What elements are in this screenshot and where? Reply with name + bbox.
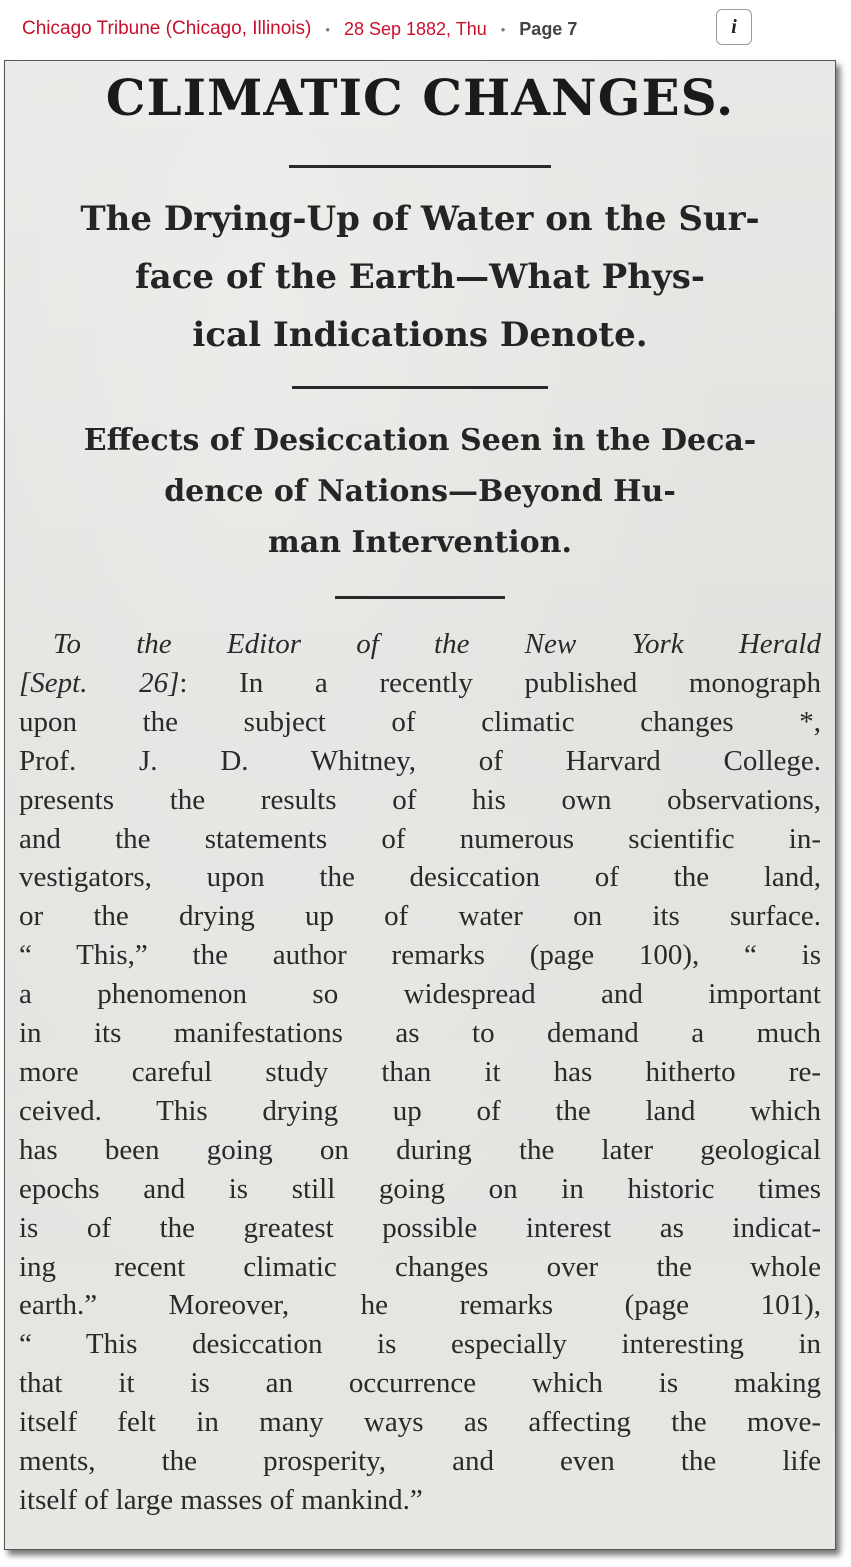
body-text: : In a recently published monograph: [179, 666, 821, 699]
newspaper-clipping: [4, 60, 836, 1550]
clipping-content: [19, 61, 821, 1549]
body-line: [19, 664, 821, 703]
subheadline-line: ical Indications Denote.: [192, 315, 648, 355]
publication-name[interactable]: Chicago Tribune (Chicago, Illinois): [22, 18, 312, 39]
divider-rule: [289, 165, 551, 168]
body-line: ceived. This drying up of the land which: [19, 1094, 821, 1127]
subheadline-2: [19, 415, 821, 568]
publication-date[interactable]: 28 Sep 1882, Thu: [343, 18, 487, 39]
body-line: earth.” Moreover, he remarks (page 101),: [19, 1289, 821, 1322]
clipping-header: [4, 0, 836, 58]
page-number[interactable]: Page 7: [519, 18, 578, 39]
subheadline-1: [19, 190, 821, 364]
info-icon: i: [731, 15, 737, 38]
body-line: a phenomenon so widespread and important: [19, 978, 821, 1011]
body-line: “ This desiccation is especially interesting in: [19, 1328, 821, 1361]
article-body: [19, 625, 821, 1520]
body-line: that it is an occurrence which is making: [19, 1367, 821, 1400]
body-line: itself of large masses of mankind.”: [19, 1483, 423, 1516]
info-button[interactable]: [716, 9, 752, 45]
headline: CLIMATIC CHANGES.: [105, 68, 735, 127]
subheadline-line: face of the Earth—What Phys-: [135, 257, 705, 297]
body-line: in its manifestations as to demand a much: [19, 1017, 821, 1050]
body-line: [19, 625, 821, 664]
separator-dot: •: [500, 21, 506, 37]
body-line: ments, the prosperity, and even the life: [19, 1445, 821, 1478]
subheadline-line: dence of Nations—Beyond Hu-: [164, 474, 676, 509]
body-line: itself felt in many ways as affecting the move-: [19, 1406, 821, 1439]
dateline: [Sept. 26]: [19, 666, 180, 699]
body-line: and the statements of numerous scientific in-: [19, 822, 821, 855]
body-line: Prof. J. D. Whitney, of Harvard College.: [19, 744, 821, 777]
byline: To the Editor of the New York Herald: [53, 628, 821, 660]
body-line: ing recent climatic changes over the whole: [19, 1250, 821, 1283]
divider-rule: [292, 386, 548, 389]
body-line: epochs and is still going on in historic times: [19, 1172, 821, 1205]
body-line: more careful study than it has hitherto re-: [19, 1055, 821, 1088]
body-line: “ This,” the author remarks (page 100), “ is: [19, 939, 821, 972]
body-line: presents the results of his own observations,: [19, 783, 821, 816]
body-line: or the drying up of water on its surface.: [19, 900, 821, 933]
body-line: has been going on during the later geological: [19, 1133, 821, 1166]
body-line: upon the subject of climatic changes *,: [19, 705, 821, 738]
subheadline-line: The Drying-Up of Water on the Sur-: [80, 199, 760, 239]
subheadline-line: man Intervention.: [268, 525, 572, 560]
subheadline-line: Effects of Desiccation Seen in the Deca-: [83, 423, 757, 458]
separator-dot: •: [325, 21, 330, 37]
divider-rule: [335, 596, 505, 599]
body-line: vestigators, upon the desiccation of the land,: [19, 861, 821, 894]
body-line: is of the greatest possible interest as indicat-: [19, 1211, 821, 1244]
